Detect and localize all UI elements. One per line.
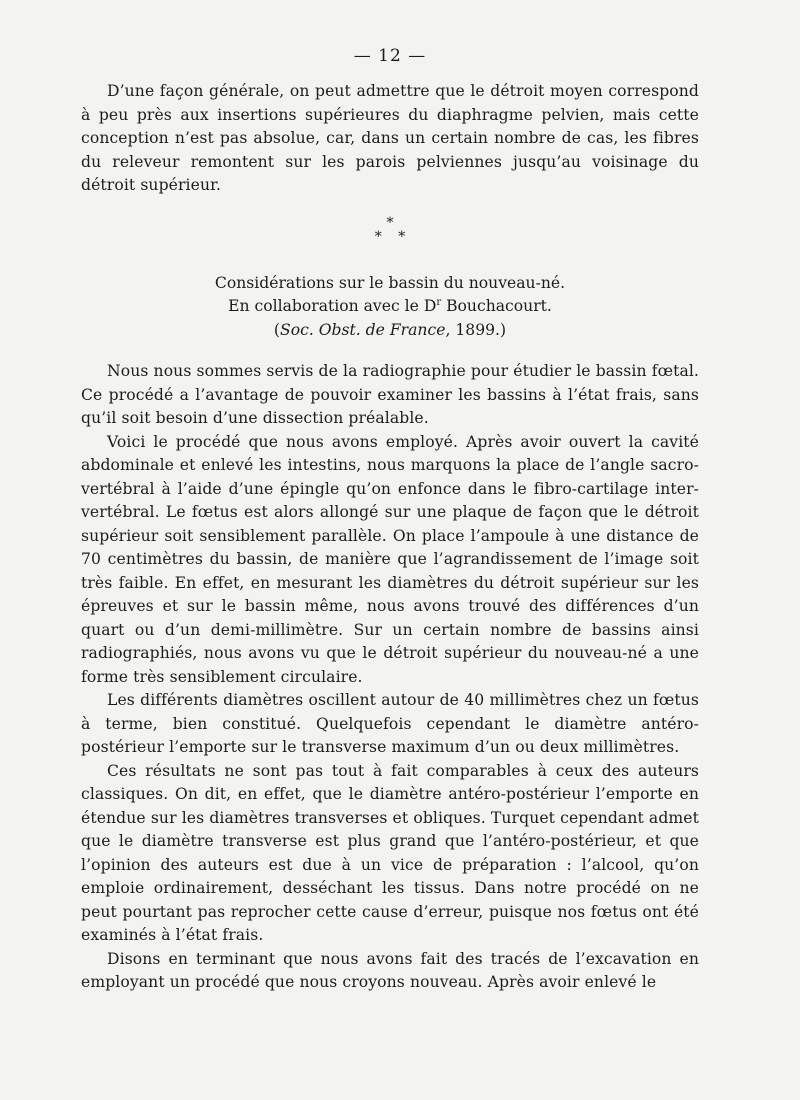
body-paragraph: Ces résultats ne sont pas tout à fait comparables à ceux des auteurs classiques. On dit, en effet, que le diamètre antéro-postérieur l’emporte en étendue sur les diamètres transverses et obliques. Turquet cependant admet que le diamètre transverse est plus grand que l’antéro-postérieur, et que l’opinion des auteurs est due à un vice de préparation : l’alcool, qu’on emploie ordinairement, desséchant les tissus. Dans notre procédé on ne peut pourtant pas reprocher cette cause d’erreur, puisque nos fœtus ont été examinés à l’état frais. <box>81 761 699 944</box>
section-collaboration <box>81 295 699 319</box>
ref-open: ( <box>273 320 281 339</box>
body-paragraph: Nous nous sommes servis de la radiographie pour étudier le bassin fœtal. Ce procédé a l’avantage de pouvoir examiner les bassins à l’état frais, sans qu’il soit besoin d’une dissection préalable. <box>81 362 699 427</box>
ref-journal: Soc. Obst. de France <box>280 320 446 339</box>
section-title: Considérations sur le bassin du nouveau-né. <box>214 273 566 292</box>
intro-paragraph: D’une façon générale, on peut admettre que le détroit moyen correspond à peu près aux insertions supérieures du diaphragme pelvien, mais cette conception n’est pas absolue, car, dans un certain nombre de cas, les fibres du releveur remontent sur les parois pelviennes jusqu’au voisinage du détroit supérieur. <box>81 82 699 194</box>
body-paragraph: Voici le procédé que nous avons employé. Après avoir ouvert la cavité abdominale et enlevé les intestins, nous marquons la place de l’angle sacro-vertébral à l’aide d’une épingle qu’on enfonce dans le fibro-cartilage inter-vertébral. Le fœtus est alors allongé sur une plaque de façon que le détroit supérieur soit sensiblement parallèle. On place l’ampoule à une distance de 70 centimètres du bassin, de manière que l’agrandissement de l’image soit très faible. En effet, en mesurant les diamètres du détroit supérieur sur les épreuves et sur le bassin même, nous avons trouvé des différences d’un quart ou d’un demi-millimètre. Sur un certain nombre de bassins ainsi radiographiés, nous avons vu que le détroit supérieur du nouveau-né a une forme très sensiblement circulaire. <box>81 432 699 686</box>
section-reference <box>81 319 699 343</box>
asterism-bottom: * * <box>374 228 412 245</box>
asterism-top: * <box>386 214 394 231</box>
ref-year: , 1899.) <box>445 320 507 339</box>
collab-sup: r <box>436 297 442 308</box>
collab-prefix: En collaboration avec le D <box>228 297 437 315</box>
collab-name: Bouchacourt. <box>441 297 552 315</box>
page-number: — 12 — <box>353 46 427 66</box>
body-paragraph: Les différents diamètres oscillent autour de 40 millimètres chez un fœtus à terme, bien constitué. Quelquefois cependant le diamètre antéro-postérieur l’emporte sur le transverse maximum d’un ou deux millimètres. <box>81 691 699 756</box>
document-page <box>81 44 699 995</box>
body-paragraph: Disons en terminant que nous avons fait des tracés de l’excavation en employant un procédé que nous croyons nouveau. Après avoir enlevé le <box>81 949 699 991</box>
asterism-separator <box>81 216 699 244</box>
